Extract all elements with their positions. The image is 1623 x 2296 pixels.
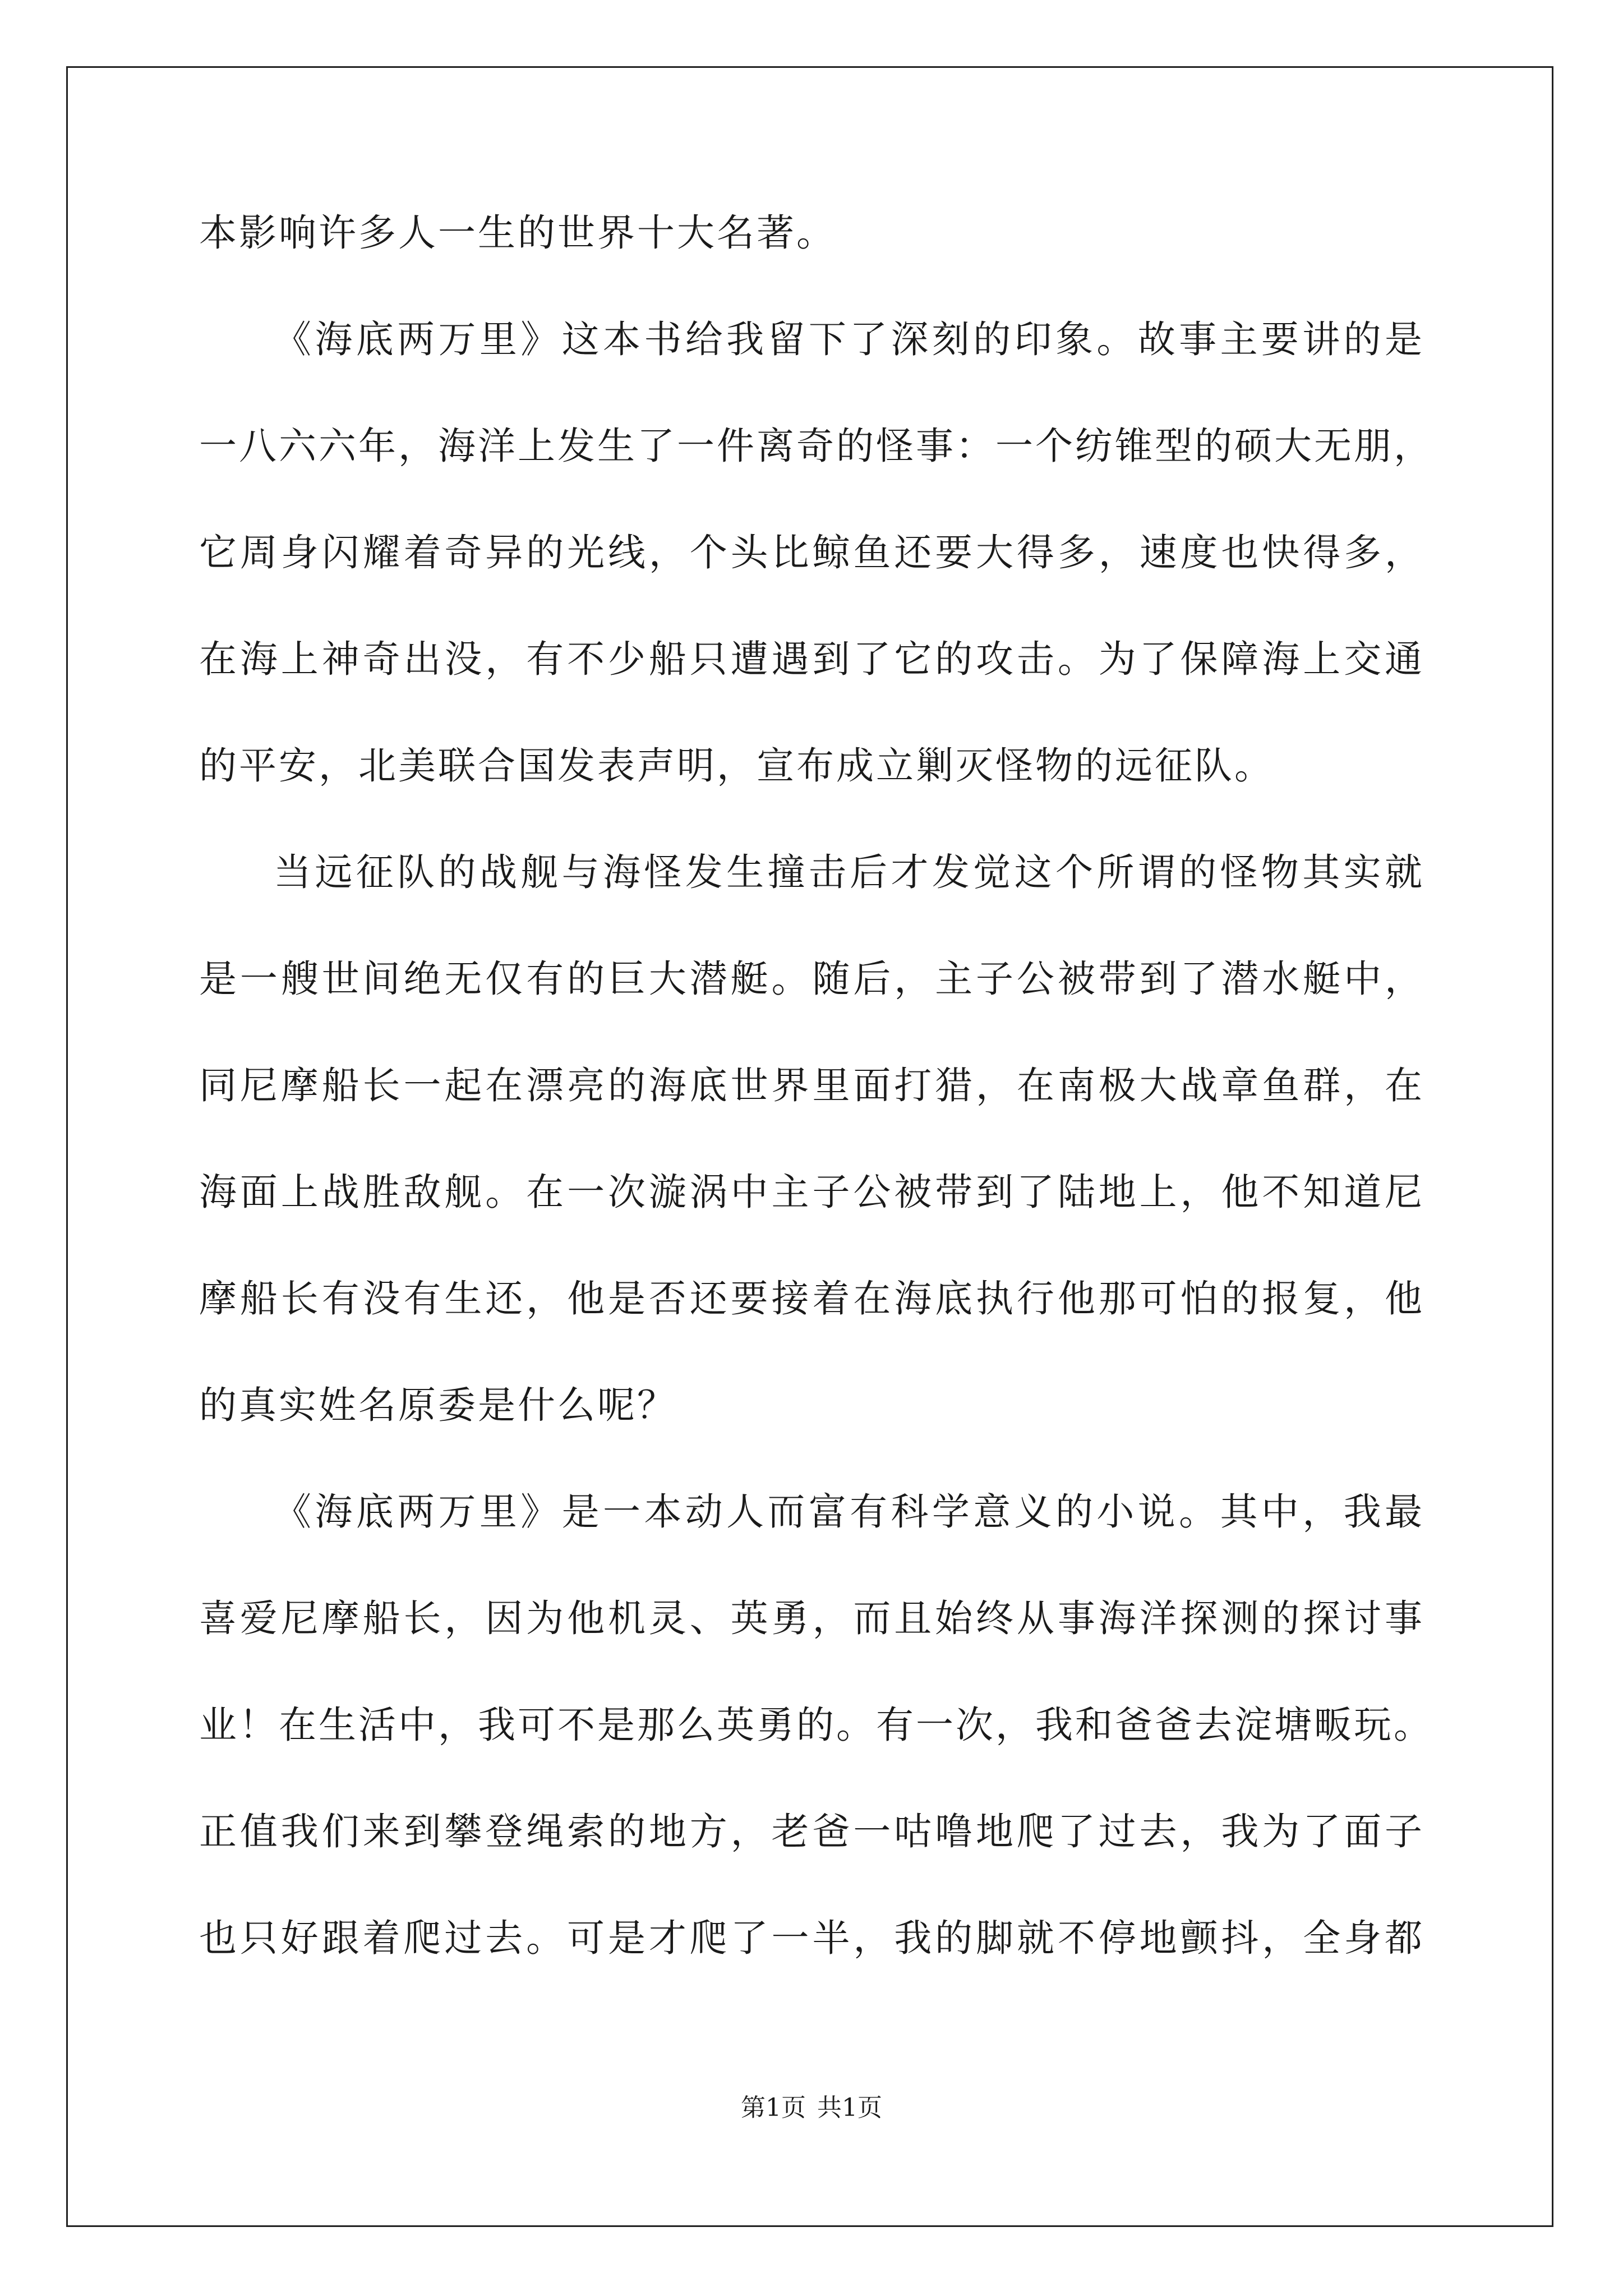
- text-line: 同尼摩船长一起在漂亮的海底世界里面打猎，在南极大战章鱼群，在: [199, 1064, 1424, 1107]
- page-border: [66, 66, 1553, 2227]
- text-line: 《海底两万里》是一本动人而富有科学意义的小说。其中，我最: [274, 1490, 1424, 1534]
- text-line: 正值我们来到攀登绳索的地方，老爸一咕噜地爬了过去，我为了面子: [199, 1810, 1424, 1853]
- text-line: 的平安，北美联合国发表声明，宣布成立剿灭怪物的远征队。: [199, 744, 1274, 788]
- text-line: 的真实姓名原委是什么呢？: [199, 1383, 677, 1427]
- text-line: 本影响许多人一生的世界十大名著。: [199, 211, 836, 255]
- text-line: 《海底两万里》这本书给我留下了深刻的印象。故事主要讲的是: [274, 318, 1424, 361]
- text-line: 在海上神奇出没，有不少船只遭遇到了它的攻击。为了保障海上交通: [199, 637, 1424, 681]
- text-line: 摩船长有没有生还，他是否还要接着在海底执行他那可怕的报复，他: [199, 1277, 1424, 1320]
- text-line: 它周身闪耀着奇异的光线，个头比鲸鱼还要大得多，速度也快得多，: [199, 531, 1424, 574]
- text-line: 喜爱尼摩船长，因为他机灵、英勇，而且始终从事海洋探测的探讨事: [199, 1596, 1424, 1640]
- text-line: 也只好跟着爬过去。可是才爬了一半，我的脚就不停地颤抖，全身都: [199, 1916, 1424, 1960]
- text-line: 一八六六年，海洋上发生了一件离奇的怪事：一个纺锥型的硕大无朋，: [199, 424, 1433, 468]
- text-line: 是一艘世间绝无仅有的巨大潜艇。随后，主子公被带到了潜水艇中，: [199, 957, 1424, 1001]
- text-line: 当远征队的战舰与海怪发生撞击后才发觉这个所谓的怪物其实就: [274, 850, 1424, 894]
- page-number: 第1页 共1页: [741, 2093, 882, 2122]
- text-line: 海面上战胜敌舰。在一次漩涡中主子公被带到了陆地上，他不知道尼: [199, 1170, 1424, 1214]
- text-line: 业！在生活中，我可不是那么英勇的。有一次，我和爸爸去淀塘畈玩。: [199, 1703, 1433, 1747]
